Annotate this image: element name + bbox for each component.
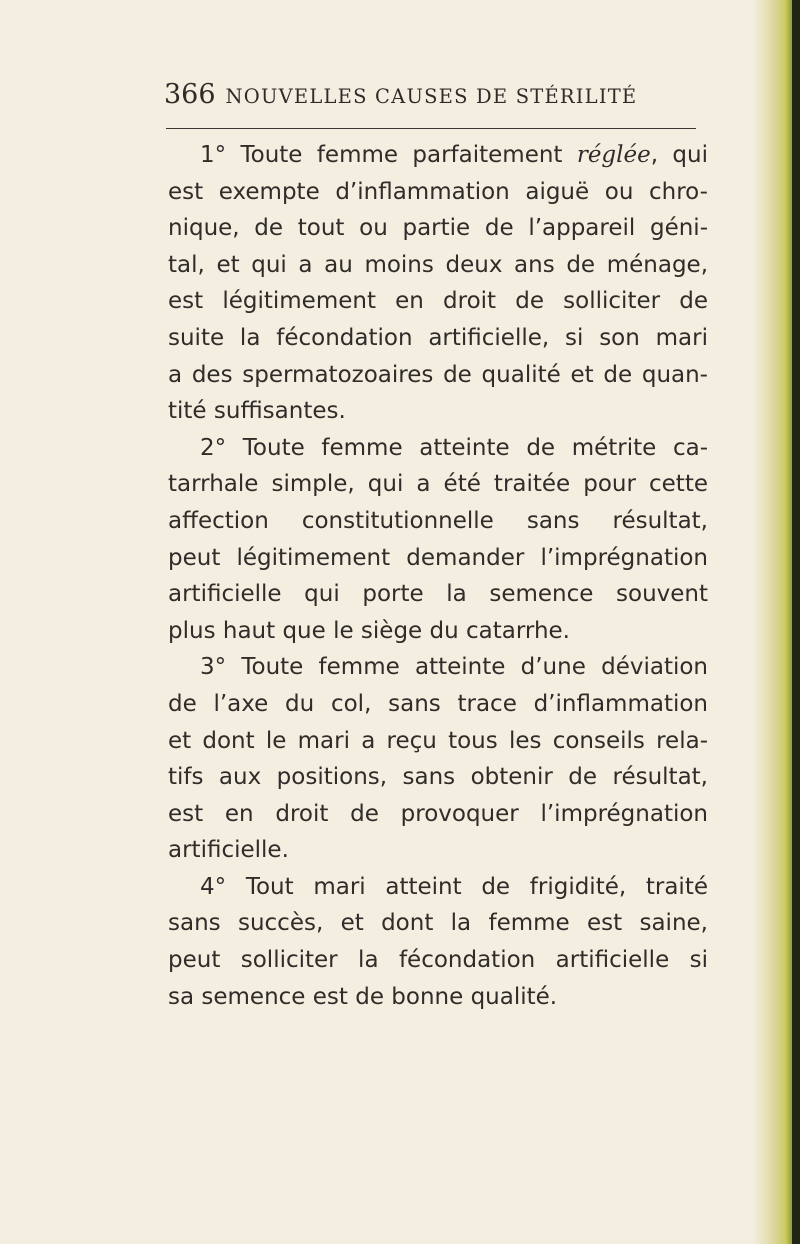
header-rule: [166, 128, 696, 129]
text-line: 2° Toute femme atteinte de métrite ca-: [200, 434, 708, 461]
text-line: est exempte d’inflammation aiguë ou chro-: [168, 178, 708, 205]
book-binding-edge: [792, 0, 800, 1244]
text-line: peut légitimement demander l’imprégnation: [168, 544, 708, 571]
text-line: tité suffisantes.: [168, 398, 346, 425]
text-line: artificielle qui porte la semence souvent: [168, 581, 708, 608]
text-line: sans succès, et dont la femme est saine,: [168, 910, 708, 937]
text-line: de l’axe du col, sans trace d’inflammation: [168, 690, 708, 717]
text-line: peut solliciter la fécondation artificielle si: [168, 947, 708, 974]
text-line: a des spermatozoaires de qualité et de quan-: [168, 361, 708, 388]
text-line: 3° Toute femme atteinte d’une déviation: [200, 654, 708, 681]
emphasized-word: réglée: [576, 142, 651, 168]
text-line: et dont le mari a reçu tous les conseils rela-: [168, 727, 708, 754]
text-line: artificielle.: [168, 837, 289, 864]
text-line: nique, de tout ou partie de l’appareil géni-: [168, 215, 708, 242]
text-line: tifs aux positions, sans obtenir de résultat,: [168, 764, 708, 791]
running-title: NOUVELLES CAUSES DE STÉRILITÉ: [225, 85, 638, 108]
text-line: plus haut que le siège du catarrhe.: [168, 617, 570, 644]
text-line: 1° Toute femme parfaitement réglée, qui: [200, 142, 708, 168]
page-header: [164, 79, 704, 110]
text-line: tal, et qui a au moins deux ans de ménage,: [168, 251, 708, 278]
text-line: sa semence est de bonne qualité.: [168, 983, 558, 1010]
page-number: 366: [164, 79, 216, 110]
text-line: affection constitutionnelle sans résultat,: [168, 507, 708, 534]
text-line: suite la fécondation artificielle, si son mari: [168, 324, 708, 351]
body-text: [168, 137, 708, 1015]
text-line: est en droit de provoquer l’imprégnation: [168, 800, 708, 827]
text-line: 4° Tout mari atteint de frigidité, traité: [200, 873, 708, 900]
text-line: tarrhale simple, qui a été traitée pour cette: [168, 471, 708, 498]
text-line: est légitimement en droit de solliciter de: [168, 288, 708, 315]
